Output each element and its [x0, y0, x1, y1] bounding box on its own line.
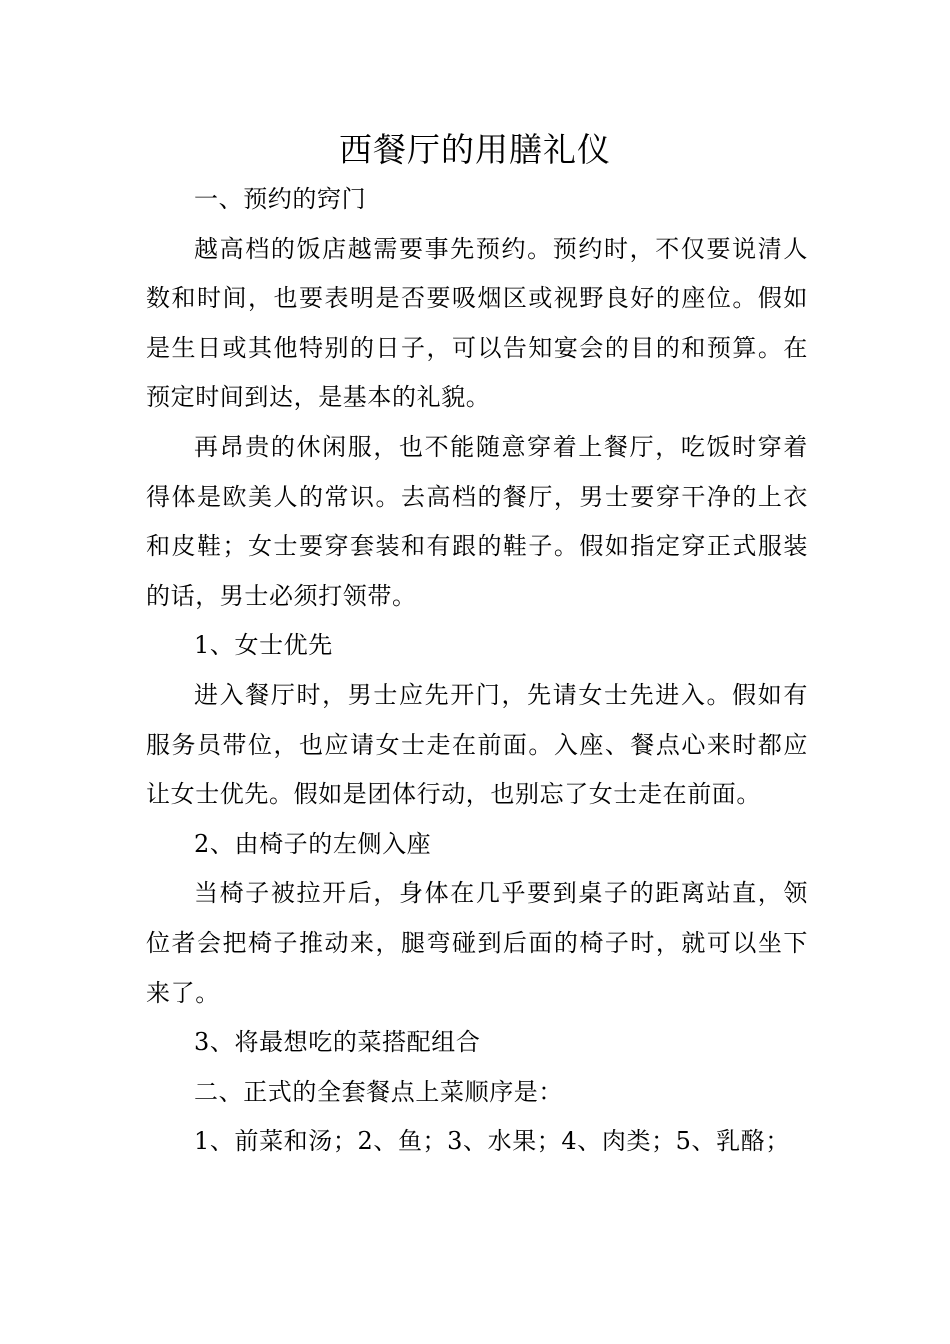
section-heading: 3、将最想吃的菜搭配组合 — [194, 1028, 481, 1057]
section-heading: 1、女士优先 — [194, 631, 333, 660]
body-paragraph: 1、前菜和汤；2、鱼；3、水果；4、肉类；5、乳酪； — [194, 1127, 790, 1156]
section-heading: 2、由椅子的左侧入座 — [194, 829, 432, 858]
body-paragraph: 越高档的饭店越需要事先预约。预约时，不仅要说清人数和时间，也要表明是否要吸烟区或视野良好的座位。假如是生日或其他特别的日子，可以告知宴会的目的和预算。在预定时间到达，是基本的礼貌。 — [146, 234, 808, 412]
body-paragraph: 进入餐厅时，男士应先开门，先请女士先进入。假如有服务员带位，也应请女士走在前面。入座、餐点心来时都应让女士优先。假如是团体行动，也别忘了女士走在前面。 — [146, 680, 808, 809]
body-paragraph: 当椅子被拉开后，身体在几乎要到桌子的距离站直，领位者会把椅子推动来，腿弯碰到后面的椅子时，就可以坐下来了。 — [146, 879, 808, 1007]
section-heading: 二、正式的全套餐点上菜顺序是： — [194, 1077, 563, 1106]
page-title: 西餐厅的用膳礼仪 — [339, 130, 611, 169]
section-heading: 一、预约的窍门 — [194, 185, 367, 213]
body-paragraph: 再昂贵的休闲服，也不能随意穿着上餐厅，吃饭时穿着得体是欧美人的常识。去高档的餐厅，男士要穿干净的上衣和皮鞋；女士要穿套装和有跟的鞋子。假如指定穿正式服装的话，男士必须打领带。 — [146, 432, 808, 610]
document-body — [146, 175, 808, 1167]
